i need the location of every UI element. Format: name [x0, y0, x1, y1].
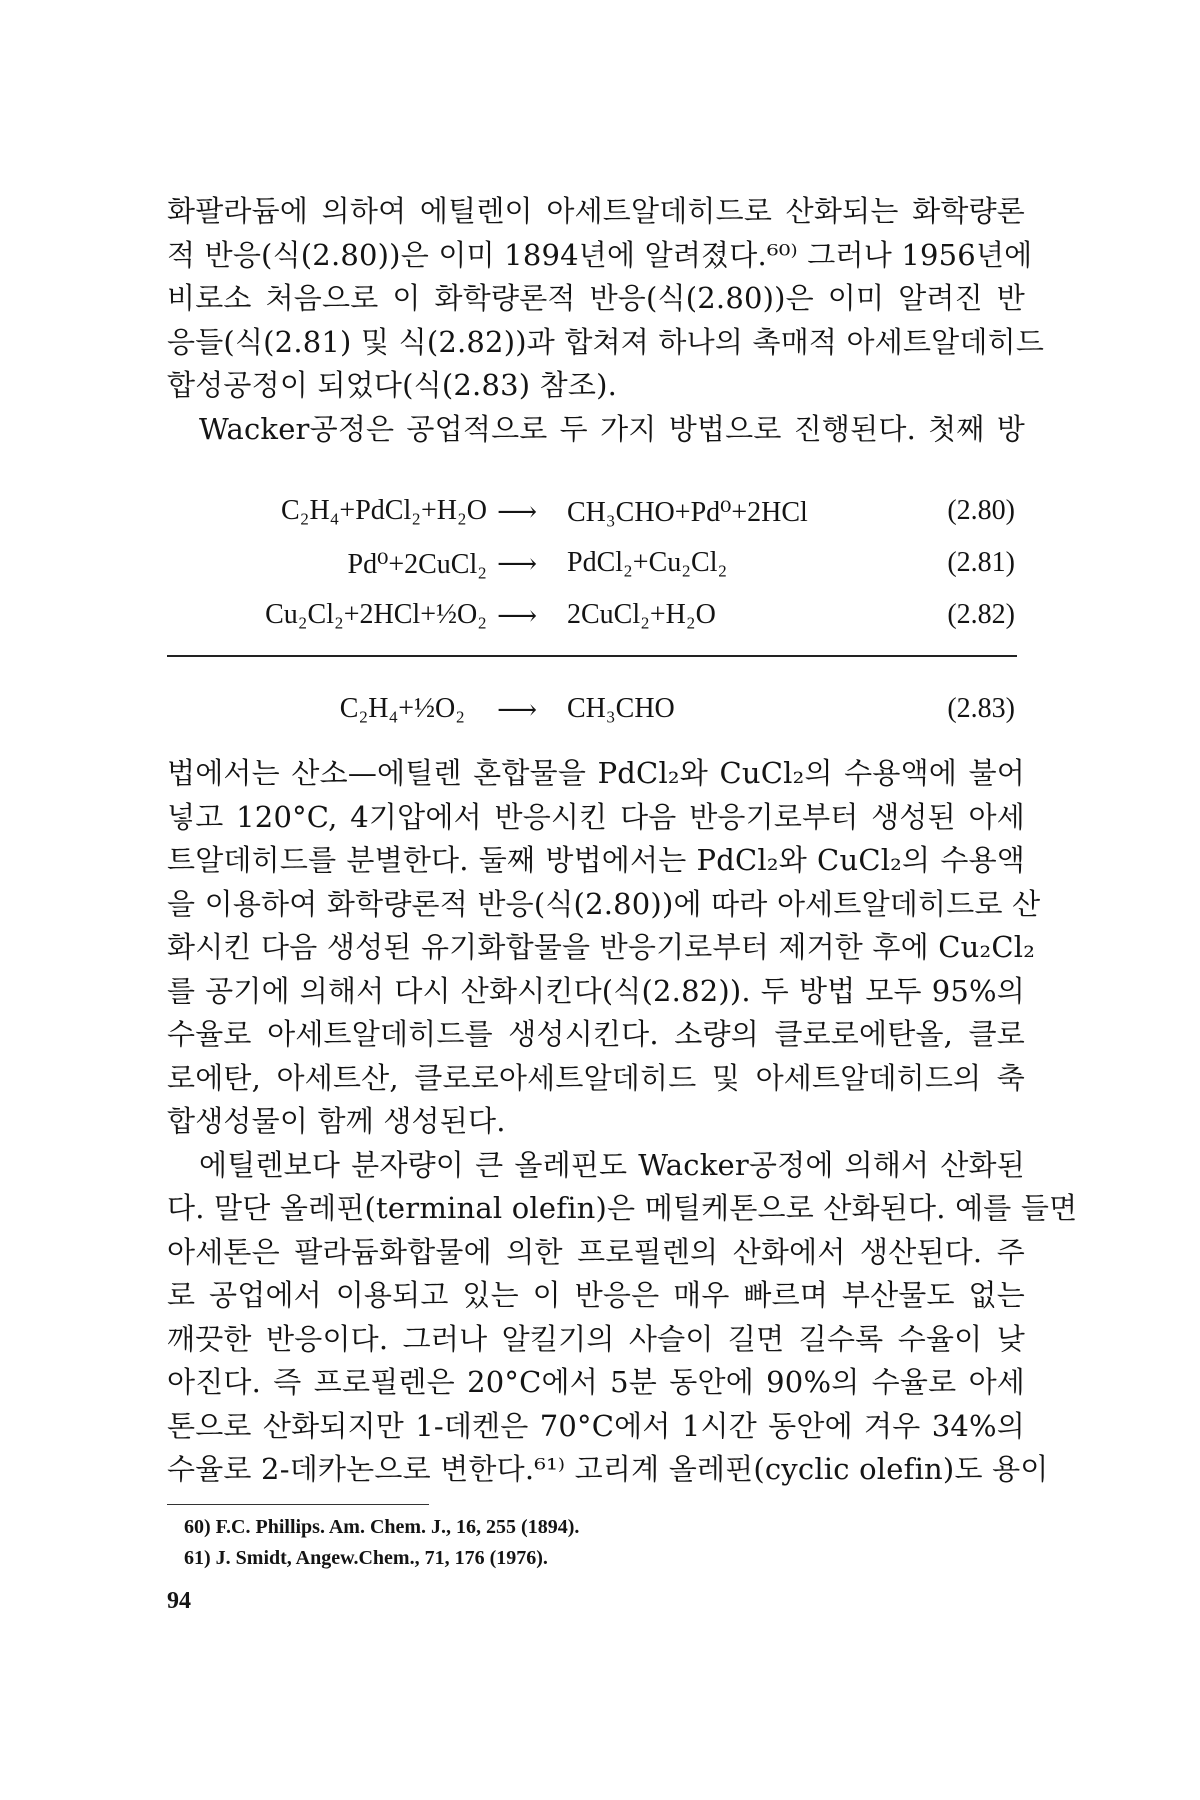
paragraph-2-and-3 — [167, 752, 1078, 1492]
equation-lhs: C₂H₄+½O₂ — [339, 693, 465, 724]
equation-sum-rule — [167, 655, 1017, 657]
text-line: Wacker공정은 공업적으로 두 가지 방법으로 진행된다. 첫째 방 — [199, 411, 1025, 446]
equation-number: (2.83) — [947, 693, 1015, 724]
equation-2-80 — [167, 485, 1025, 537]
text-line: 화시킨 다음 생성된 유기화합물을 반응기로부터 제거한 후에 Cu₂Cl₂ — [167, 930, 1036, 964]
equation-number: (2.82) — [947, 599, 1015, 630]
reaction-arrow: ⟶ — [497, 549, 538, 580]
page-number: 94 — [167, 1588, 191, 1614]
text-line: 를 공기에 의해서 다시 산화시킨다(식(2.82)). 두 방법 모두 95%의 — [167, 973, 1025, 1008]
text-line: 깨끗한 반응이다. 그러나 알킬기의 사슬이 길면 길수록 수율이 낮 — [167, 1321, 1025, 1356]
text-line: 수율로 아세트알데히드를 생성시킨다. 소량의 클로로에탄올, 클로 — [167, 1017, 1025, 1051]
text-line: 로에탄, 아세트산, 클로로아세트알데히드 및 아세트알데히드의 축 — [167, 1060, 1025, 1095]
text-line: 수율로 2-데카논으로 변한다.⁶¹⁾ 고리계 올레핀(cyclic olefin)도 용이 — [167, 1452, 1049, 1486]
text-line: 아세톤은 팔라듐화합물에 의한 프로필렌의 산화에서 생산된다. 주 — [167, 1234, 1025, 1269]
text-line: 다. 말단 올레핀(terminal olefin)은 메틸케톤으로 산화된다. 예를 들면 — [167, 1191, 1078, 1225]
equation-lhs: Pd⁰+2CuCl₂ — [347, 549, 487, 580]
equation-number: (2.80) — [947, 495, 1015, 526]
footnotes — [184, 1512, 984, 1574]
text-line: 로 공업에서 이용되고 있는 이 반응은 매우 빠르며 부산물도 없는 — [167, 1278, 1025, 1312]
equation-rhs: CH₃CHO+Pd⁰+2HCl — [567, 497, 808, 528]
text-line: 넣고 120°C, 4기압에서 반응시킨 다음 반응기로부터 생성된 아세 — [167, 799, 1025, 834]
footnote-rule — [167, 1504, 429, 1505]
text-line: 트알데히드를 분별한다. 둘째 방법에서는 PdCl₂와 CuCl₂의 수용액 — [167, 843, 1025, 877]
text-line: 에틸렌보다 분자량이 큰 올레핀도 Wacker공정에 의해서 산화된 — [199, 1147, 1025, 1182]
reaction-arrow: ⟶ — [497, 601, 538, 632]
equation-2-82 — [167, 589, 1025, 641]
reaction-arrow: ⟶ — [497, 497, 538, 528]
equation-rhs: PdCl₂+Cu₂Cl₂ — [567, 547, 728, 578]
footnote-61: 61) J. Smidt, Angew.Chem., 71, 176 (1976). — [184, 1547, 548, 1569]
text-line: 을 이용하여 화학량론적 반응(식(2.80))에 따라 아세트알데히드로 산 — [167, 886, 1041, 921]
text-line: 법에서는 산소—에틸렌 혼합물을 PdCl₂와 CuCl₂의 수용액에 불어 — [167, 756, 1025, 790]
text-line: 화팔라듐에 의하여 에틸렌이 아세트알데히드로 산화되는 화학량론 — [167, 194, 1025, 228]
equation-lhs: Cu₂Cl₂+2HCl+½O₂ — [265, 599, 487, 630]
text-line: 비로소 처음으로 이 화학량론적 반응(식(2.80))은 이미 알려진 반 — [167, 281, 1025, 315]
equation-number: (2.81) — [947, 547, 1015, 578]
equation-2-81 — [167, 537, 1025, 589]
paragraph-1 — [167, 190, 1045, 451]
equation-rhs: 2CuCl₂+H₂O — [567, 599, 716, 630]
text-line: 아진다. 즉 프로필렌은 20°C에서 5분 동안에 90%의 수율로 아세 — [167, 1365, 1025, 1399]
text-line: 합생성물이 함께 생성된다. — [167, 1104, 506, 1138]
text-line: 적 반응(식(2.80))은 이미 1894년에 알려졌다.⁶⁰⁾ 그러나 1956년에 — [167, 237, 1033, 272]
equation-block — [167, 485, 1025, 745]
equation-rhs: CH₃CHO — [567, 693, 675, 724]
reaction-arrow: ⟶ — [497, 695, 538, 726]
equation-lhs: C₂H₄+PdCl₂+H₂O — [281, 495, 487, 526]
equation-2-83 — [167, 675, 1025, 745]
text-line: 응들(식(2.81) 및 식(2.82))과 합쳐져 하나의 촉매적 아세트알데히드 — [167, 324, 1045, 359]
text-line: 톤으로 산화되지만 1-데켄은 70°C에서 1시간 동안에 겨우 34%의 — [167, 1408, 1025, 1443]
footnote-60: 60) F.C. Phillips. Am. Chem. J., 16, 255 (1894). — [184, 1516, 580, 1538]
text-line: 합성공정이 되었다(식(2.83) 참조). — [167, 368, 618, 402]
